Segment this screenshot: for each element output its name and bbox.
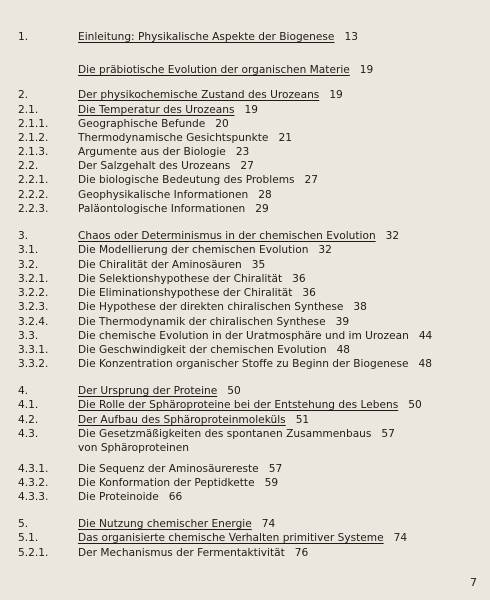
section-page: 23 — [235, 146, 250, 158]
section-number: 2.1.3. — [18, 146, 49, 158]
section-number: 3.3. — [18, 330, 39, 342]
section-title: Der physikochemische Zustand des Urozeans — [78, 89, 320, 101]
section-title: Geophysikalische Informationen — [78, 189, 249, 201]
section-number: 1. — [18, 31, 29, 43]
section-number: 5. — [18, 518, 29, 530]
section-page: 50 — [408, 399, 422, 411]
section-number: 4.3.2. — [18, 477, 49, 489]
section-number: 3.2.3. — [18, 301, 49, 313]
section-page: 66 — [168, 491, 183, 503]
section-title: Thermodynamische Gesichtspunkte — [78, 132, 269, 144]
section-number: 2.2.2. — [18, 189, 49, 201]
section-title: Die Konformation der Peptidkette — [78, 477, 255, 489]
section-number: 2.1.2. — [18, 132, 49, 144]
section-title: Die biologische Bedeutung des Problems — [78, 174, 295, 186]
section-number: 3.1. — [18, 244, 39, 256]
section-number: 4.2. — [18, 414, 39, 426]
section-page: 57 — [381, 428, 395, 440]
section-title: Argumente aus der Biologie — [78, 146, 226, 158]
section-page: 50 — [227, 385, 241, 397]
section-number: 3. — [18, 230, 29, 242]
section-page: 13 — [344, 31, 358, 43]
section-title: Der Mechanismus der Fermentaktivität — [78, 547, 285, 559]
section-number: 4.1. — [18, 399, 39, 411]
section-page: 59 — [264, 477, 279, 489]
section-number: 4.3.3. — [18, 491, 49, 503]
section-page: 48 — [418, 358, 432, 370]
section-title: Die Thermodynamik der chiralischen Synthese — [78, 316, 326, 328]
section-number: 3.2.4. — [18, 316, 49, 328]
section-page: 36 — [292, 273, 306, 285]
section-title: Die Rolle der Sphäroproteine bei der Entstehung des Lebens — [78, 399, 399, 411]
section-page: 35 — [251, 259, 266, 271]
section-number: 2.2. — [18, 160, 39, 172]
section-title: Die Eliminationshypothese der Chiralität — [78, 287, 293, 299]
section-page: 39 — [335, 316, 350, 328]
section-title: Die chemische Evolution in der Uratmosphäre und im Urozean — [78, 330, 409, 342]
section-page: 48 — [336, 344, 351, 356]
section-page: 29 — [255, 203, 269, 215]
section-page: 20 — [215, 118, 229, 130]
section-title: Der Aufbau des Sphäroproteinmoleküls — [78, 414, 286, 426]
page-number: 7 — [470, 576, 477, 589]
section-page: 32 — [318, 244, 332, 256]
section-page: 32 — [385, 230, 400, 242]
section-number: 2.2.3. — [18, 203, 49, 215]
section-page: 27 — [240, 160, 254, 172]
section-title: Die Chiralität der Aminosäuren — [78, 259, 242, 271]
section-title: Die Sequenz der Aminosäurereste — [78, 463, 259, 475]
section-number: 2.2.1. — [18, 174, 49, 186]
section-number: 2.1. — [18, 104, 39, 116]
section-number: 3.2.2. — [18, 287, 49, 299]
section-page: 19 — [244, 104, 258, 116]
section-number: 4.3. — [18, 428, 39, 440]
section-title: Geographische Befunde — [78, 118, 206, 130]
section-number: 2.1.1. — [18, 118, 49, 130]
section-page: 74 — [393, 532, 408, 544]
section-title: Der Salzgehalt des Urozeans — [78, 160, 231, 172]
section-title: Die präbiotische Evolution der organischen Materie — [78, 64, 350, 76]
section-title: Die Konzentration organischer Stoffe zu Beginn der Biogenese — [78, 358, 409, 370]
section-number: 4.3.1. — [18, 463, 49, 475]
section-title: Die Hypothese der direkten chiralischen Synthese — [78, 301, 344, 313]
section-title: von Sphäroproteinen — [78, 442, 189, 454]
section-page: 36 — [302, 287, 316, 299]
section-title: Einleitung: Physikalische Aspekte der Biogenese — [78, 31, 335, 43]
section-title: Die Temperatur des Urozeans — [78, 104, 235, 116]
section-title: Die Gesetzmäßigkeiten des spontanen Zusammenbaus — [78, 428, 372, 440]
section-page: 38 — [353, 301, 367, 313]
section-page: 19 — [329, 89, 343, 101]
section-number: 4. — [18, 385, 29, 397]
section-title: Der Ursprung der Proteine — [78, 385, 218, 397]
section-number: 5.2.1. — [18, 547, 49, 559]
section-title: Das organisierte chemische Verhalten primitiver Systeme — [78, 532, 384, 544]
section-page: 21 — [278, 132, 292, 144]
section-number: 5.1. — [18, 532, 39, 544]
section-title: Die Proteinoide — [78, 491, 159, 503]
section-number: 3.3.1. — [18, 344, 49, 356]
section-page: 51 — [295, 414, 310, 426]
section-number: 2. — [18, 89, 29, 101]
section-title: Die Modellierung der chemischen Evolution — [78, 244, 309, 256]
section-title: Die Selektionshypothese der Chiralität — [78, 273, 283, 285]
section-page: 19 — [359, 64, 374, 76]
section-page: 74 — [261, 518, 276, 530]
section-page: 27 — [304, 174, 319, 186]
section-title: Die Geschwindigkeit der chemischen Evolution — [78, 344, 327, 356]
section-title: Chaos oder Determinismus in der chemischen Evolution — [78, 230, 376, 242]
section-title: Die Nutzung chemischer Energie — [78, 518, 252, 530]
section-page: 44 — [418, 330, 433, 342]
section-number: 3.3.2. — [18, 358, 49, 370]
section-page: 28 — [258, 189, 272, 201]
section-page: 57 — [268, 463, 283, 475]
section-page: 76 — [294, 547, 309, 559]
section-number: 3.2. — [18, 259, 39, 271]
section-title: Paläontologische Informationen — [78, 203, 246, 215]
section-number: 3.2.1. — [18, 273, 49, 285]
